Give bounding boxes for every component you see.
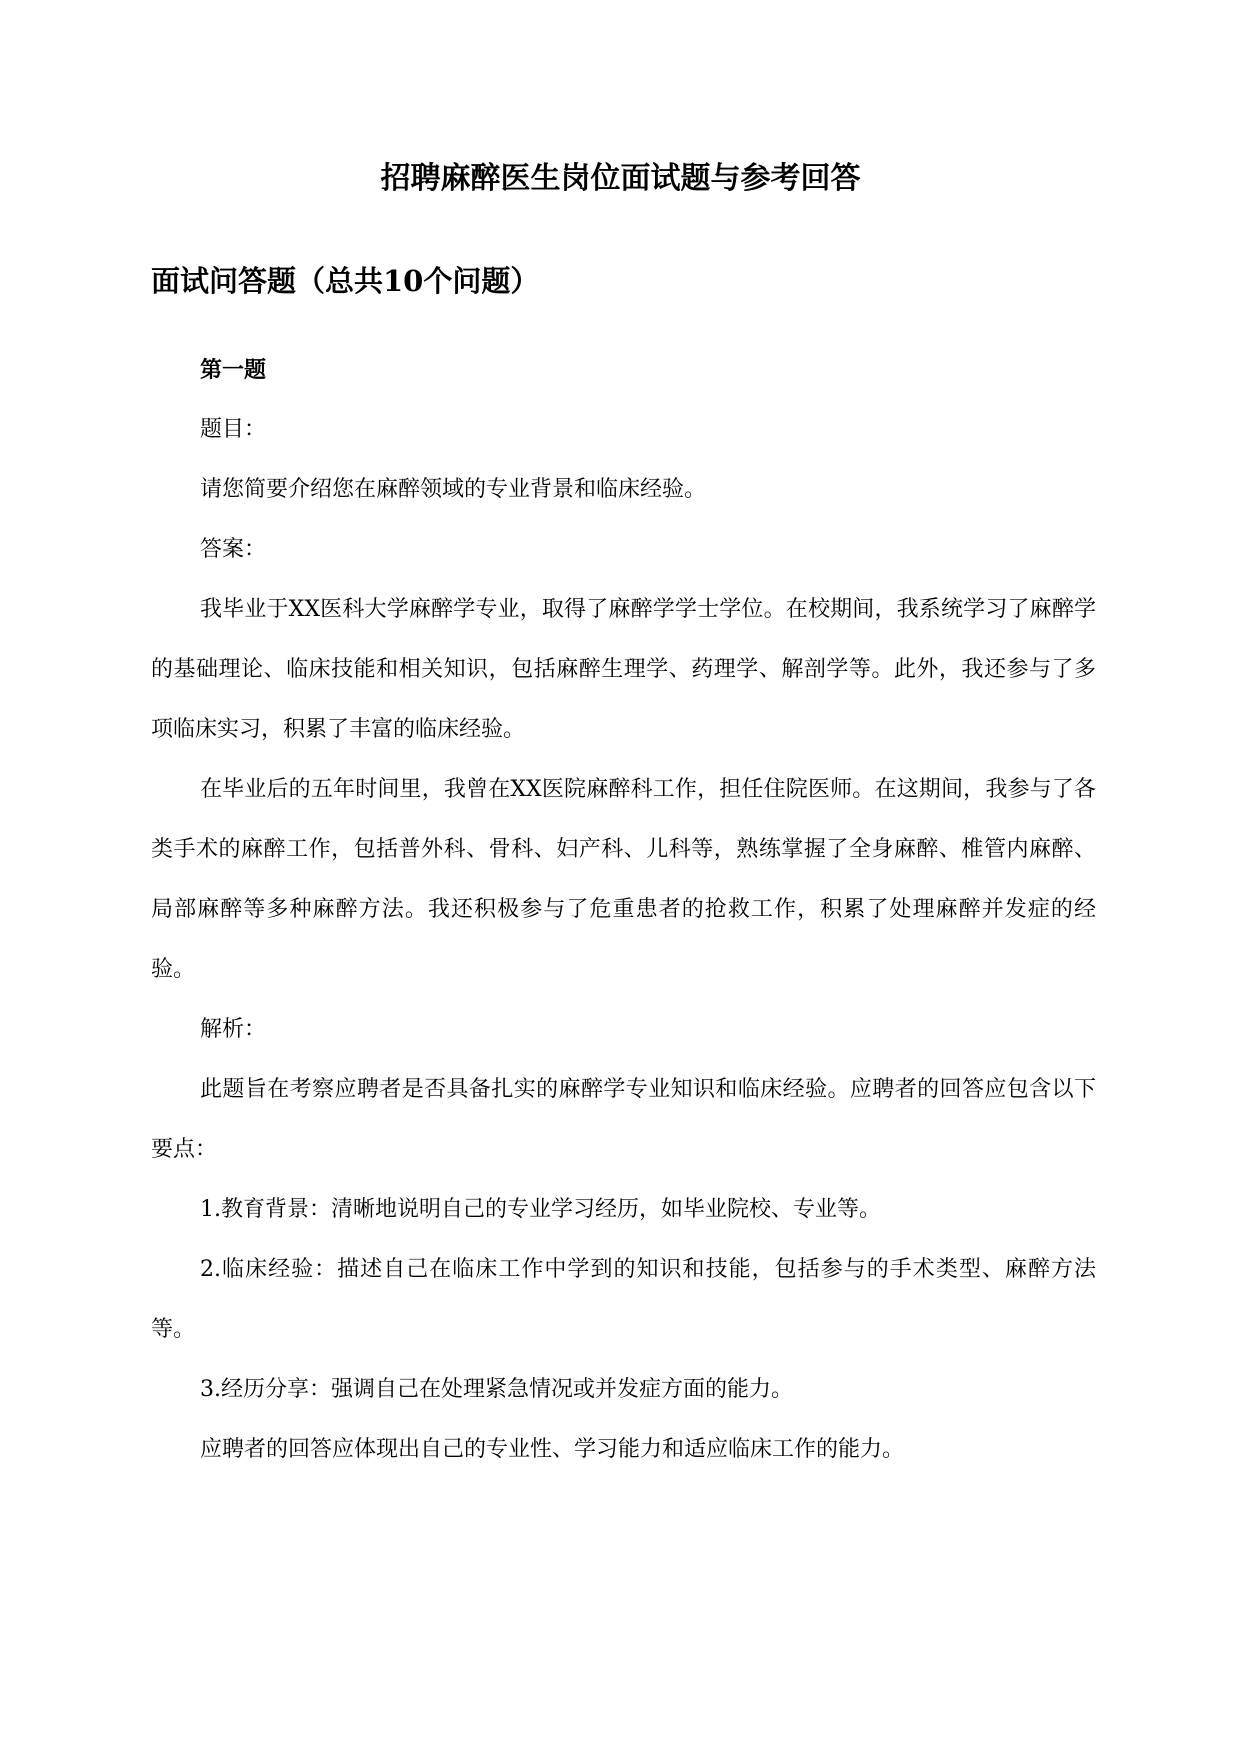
analysis-point-3: 3.经历分享：强调自己在处理紧急情况或并发症方面的能力。 <box>200 1377 793 1402</box>
document-body <box>151 340 1096 1480</box>
analysis-conclusion: 应聘者的回答应体现出自己的专业性、学习能力和适应临床工作的能力。 <box>200 1437 905 1462</box>
section-heading: 面试问答题（总共10个问题） <box>151 264 540 298</box>
answer-label: 答案： <box>200 537 267 562</box>
analysis-label: 解析： <box>200 1017 267 1042</box>
document-title: 招聘麻醉医生岗位面试题与参考回答 <box>380 161 861 196</box>
question-label: 题目： <box>200 417 267 442</box>
answer-paragraph-1: 我毕业于XX医科大学麻醉学专业，取得了麻醉学学士学位。在校期间，我系统学习了麻醉学的基础理论、临床技能和相关知识，包括麻醉生理学、药理学、解剖学等。此外，我还参与了多项临床实习，积累了丰富的临床经验。 <box>151 597 1096 742</box>
analysis-intro: 此题旨在考察应聘者是否具备扎实的麻醉学专业知识和临床经验。应聘者的回答应包含以下要点： <box>151 1077 1096 1162</box>
question-text: 请您简要介绍您在麻醉领域的专业背景和临床经验。 <box>200 477 707 502</box>
answer-paragraph-2: 在毕业后的五年时间里，我曾在XX医院麻醉科工作，担任住院医师。在这期间，我参与了各类手术的麻醉工作，包括普外科、骨科、妇产科、儿科等，熟练掌握了全身麻醉、椎管内麻醉、局部麻醉等多种麻醉方法。我还积极参与了危重患者的抢救工作，积累了处理麻醉并发症的经验。 <box>151 777 1096 982</box>
analysis-point-1: 1.教育背景：清晰地说明自己的专业学习经历，如毕业院校、专业等。 <box>200 1197 881 1222</box>
question-1-heading: 第一题 <box>200 357 267 383</box>
analysis-point-2: 2.临床经验：描述自己在临床工作中学到的知识和技能，包括参与的手术类型、麻醉方法等。 <box>151 1257 1096 1342</box>
